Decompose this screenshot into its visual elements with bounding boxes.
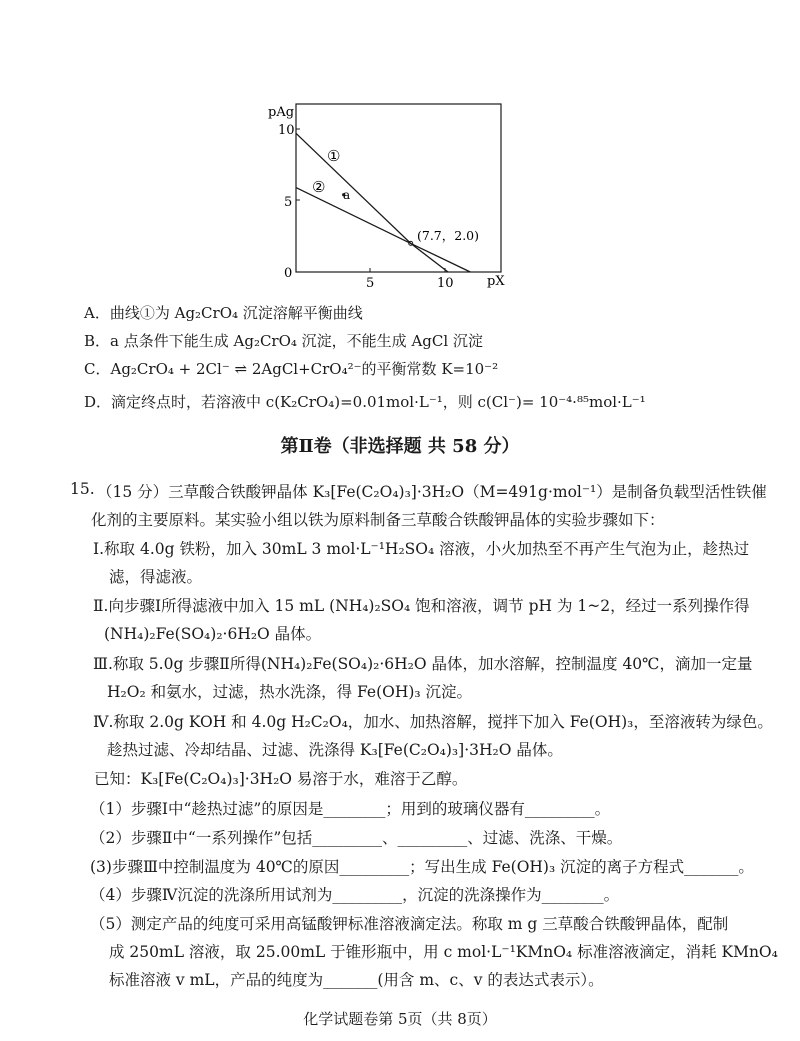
option-b [84, 330, 483, 351]
option-d-label: D． [84, 393, 112, 411]
step-2-line-1: Ⅱ.向步骤Ⅰ所得滤液中加入 15 mL (NH₄)₂SO₄ 饱和溶液，调节 pH 为 1~2，经过一系列操作得 [93, 597, 750, 615]
intersection-label: (7.7，2.0) [417, 228, 480, 243]
y-tick-0: 0 [284, 266, 293, 281]
option-a [84, 302, 363, 323]
sub-question-1: （1）步骤Ⅰ中“趁热过滤”的原因是________；用到的玻璃仪器有_________。 [90, 800, 611, 818]
option-c-text: Ag₂CrO₄ + 2Cl⁻ ⇌ 2AgCl+CrO₄²⁻的平衡常数 K=10⁻² [110, 360, 499, 378]
y-tick-5: 5 [284, 195, 293, 210]
point-a-label: a [343, 188, 351, 202]
sub-question-4: （4）步骤Ⅳ沉淀的洗涤所用试剂为_________，沉淀的洗涤操作为________。 [90, 886, 620, 904]
y-tick-10: 10 [278, 123, 295, 138]
sub-question-2: （2）步骤Ⅱ中“一系列操作”包括_________、_________、过滤、洗涤、干燥。 [90, 829, 623, 847]
option-b-label: B． [84, 332, 111, 350]
x-tick-10: 10 [437, 276, 454, 290]
option-d-text: 滴定终点时，若溶液中 c(K₂CrO₄)=0.01mol·L⁻¹，则 c(Cl⁻)= 10⁻⁴·⁸⁵mol·L⁻¹ [111, 393, 646, 411]
option-a-label: A． [84, 304, 110, 322]
curve-1-label: ① [327, 147, 341, 165]
step-4-line-1: Ⅳ.称取 2.0g KOH 和 4.0g H₂C₂O₄，加水、加热溶解，搅拌下加入 Fe(OH)₃，至溶液转为绿色。 [93, 713, 773, 731]
option-a-text: 曲线①为 Ag₂CrO₄ 沉淀溶解平衡曲线 [109, 304, 363, 322]
plot-frame [296, 104, 501, 272]
known-info: 已知：K₃[Fe(C₂O₄)₃]·3H₂O 易溶于水，难溶于乙醇。 [94, 770, 468, 788]
question-number: 15. [70, 480, 95, 498]
x-tick-5: 5 [366, 276, 375, 290]
option-c-label: C． [84, 360, 111, 378]
step-2-line-2: (NH₄)₂Fe(SO₄)₂·6H₂O 晶体。 [104, 625, 322, 643]
step-3-line-2: H₂O₂ 和氨水，过滤，热水洗涤，得 Fe(OH)₃ 沉淀。 [107, 683, 473, 701]
step-3-line-1: Ⅲ.称取 5.0g 步骤Ⅱ所得(NH₄)₂Fe(SO₄)₂·6H₂O 晶体，加水溶解，控制温度 40℃，滴加一定量 [93, 655, 753, 673]
sub-question-3: (3)步骤Ⅲ中控制温度为 40℃的原因_________；写出生成 Fe(OH)₃ 沉淀的离子方程式_______。 [90, 858, 754, 876]
option-d [84, 391, 646, 412]
step-1-line-2: 滤，得滤液。 [109, 568, 203, 586]
y-axis-label: pAg [268, 105, 295, 120]
sub-question-5-line-2: 成 250mL 溶液，取 25.00mL 于锥形瓶中，用 c mol·L⁻¹KMnO₄ 标准溶液滴定，消耗 KMnO₄ [109, 943, 778, 961]
sub-question-5-line-3: 标准溶液 v mL，产品的纯度为_______(用含 m、c、v 的表达式表示）。 [109, 971, 604, 989]
curve-2-label: ② [312, 178, 326, 196]
solubility-equilibrium-chart [265, 95, 515, 290]
section-title: 第Ⅱ卷（非选择题 共 58 分） [280, 436, 520, 457]
step-4-line-2: 趁热过滤、冷却结晶、过滤、洗涤得 K₃[Fe(C₂O₄)₃]·3H₂O 晶体。 [107, 741, 563, 759]
sub-question-5-line-1: （5）测定产品的纯度可采用高锰酸钾标准溶液滴定法。称取 m g 三草酸合铁酸钾晶体，配制 [90, 915, 729, 933]
curve-1-line [296, 133, 448, 272]
page-footer: 化学试题卷第 5页（共 8页） [303, 1010, 497, 1028]
step-1-line-1: Ⅰ.称取 4.0g 铁粉，加入 30mL 3 mol·L⁻¹H₂SO₄ 溶液，小火加热至不再产生气泡为止，趁热过 [93, 540, 750, 558]
question-intro-line-1: （15 分）三草酸合铁酸钾晶体 K₃[Fe(C₂O₄)₃]·3H₂O（M=491g·mol⁻¹）是制备负载型活性铁催 [97, 483, 767, 501]
option-c [84, 358, 498, 379]
x-axis-label: pX [487, 274, 505, 289]
option-b-text: a 点条件下能生成 Ag₂CrO₄ 沉淀，不能生成 AgCl 沉淀 [110, 332, 483, 350]
question-intro-line-2: 化剂的主要原料。某实验小组以铁为原料制备三草酸合铁酸钾晶体的实验步骤如下： [91, 511, 665, 529]
